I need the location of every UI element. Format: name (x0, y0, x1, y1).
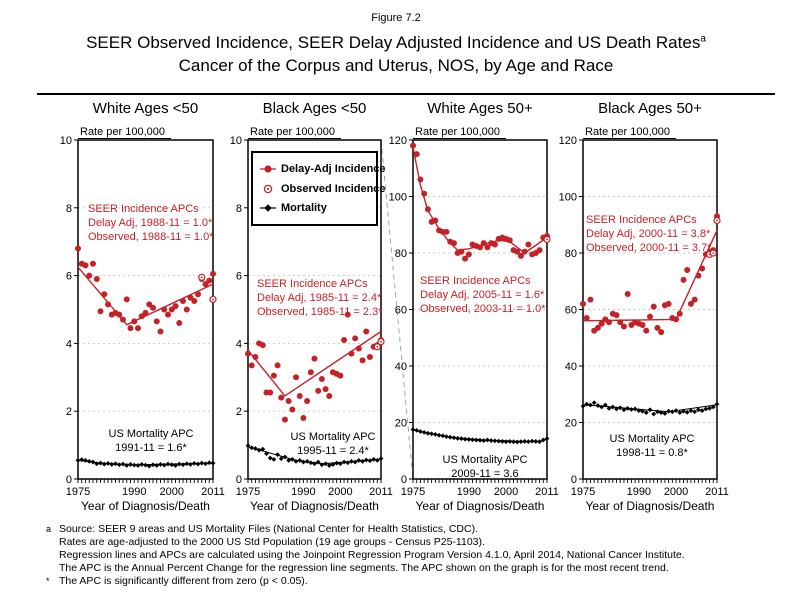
footnote-joinpoint: Regression lines and APCs are calculated using the Joinpoint Regression Program Version 4.1.0, April 2014, National Cancer Institute. (59, 549, 685, 561)
y-tick-label: 100 (558, 191, 577, 204)
y-tick-label: 40 (564, 361, 577, 373)
footnote-apc-definition: The APC is the Annual Percent Change for the regression line segments. The APC shown on the graph is for the most recent trend. (59, 562, 669, 574)
y-tick-label: 6 (65, 270, 72, 283)
incidence-apc-annotation-line: SEER Incidence APCs (586, 214, 697, 226)
y-tick-label: 80 (394, 248, 407, 260)
mortality-points (76, 457, 216, 468)
legend-item-observed-incidence (260, 182, 386, 195)
chart-panel-3-white-ages-50- (389, 100, 559, 513)
x-axis-title: Year of Diagnosis/Death (415, 499, 545, 513)
delay-adj-incidence-points (245, 312, 384, 423)
x-tick-label: 1975 (400, 486, 426, 498)
y-tick-label: 10 (59, 135, 72, 147)
incidence-apc-annotation-line: Delay Adj, 2000-11 = 3.8* (586, 228, 711, 240)
y-tick-label: 100 (388, 191, 407, 204)
charts-canvas (0, 95, 792, 523)
y-tick-label: 4 (235, 338, 242, 351)
incidence-apc-annotation-line: SEER Incidence APCs (420, 275, 531, 287)
y-tick-label: 120 (558, 135, 577, 147)
y-tick-label: 20 (564, 417, 577, 430)
incidence-apc-annotation-line: Observed, 2003-11 = 1.0* (420, 303, 546, 315)
y-tick-label: 0 (570, 474, 577, 486)
panel-title: White Ages <50 (92, 100, 199, 117)
observed-incidence-marker-icon (260, 183, 277, 195)
x-tick-label: 2011 (535, 486, 559, 498)
x-tick-label: 1975 (235, 486, 261, 498)
mortality-apc-annotation-line: US Mortality APC (609, 433, 695, 445)
y-axis-unit-label: Rate per 100,000 (250, 126, 336, 138)
legend-item-delay-adj-incidence (260, 162, 386, 175)
delay-adj-incidence-marker-icon (260, 163, 277, 175)
panel-title: Black Ages 50+ (598, 100, 702, 117)
y-tick-label: 10 (229, 135, 242, 147)
x-tick-label: 2000 (493, 486, 519, 498)
y-tick-label: 0 (400, 474, 407, 486)
y-axis-unit-label: Rate per 100,000 (415, 126, 501, 138)
incidence-apc-annotation-line: Observed, 1985-11 = 2.3* (257, 306, 383, 318)
mortality-marker-icon (260, 202, 277, 214)
figure-label: Figure 7.2 (371, 12, 421, 24)
observed-incidence-points (544, 236, 550, 242)
legend-label: Observed Incidence (281, 182, 386, 195)
chart-panel-1-white-ages-50 (60, 100, 225, 513)
x-axis-title: Year of Diagnosis/Death (81, 499, 210, 513)
mortality-apc-annotation-line: 1991-11 = 1.6* (115, 442, 187, 454)
title-superscript-a: a (700, 33, 706, 45)
x-axis-title: Year of Diagnosis/Death (585, 499, 715, 513)
x-tick-label: 2011 (705, 486, 729, 498)
y-tick-label: 120 (388, 135, 407, 147)
y-tick-label: 20 (394, 417, 407, 430)
mortality-points (581, 400, 720, 416)
y-tick-label: 6 (235, 270, 242, 283)
y-tick-label: 8 (235, 202, 242, 215)
delay-adj-incidence-points (75, 245, 216, 334)
y-axis-unit-label: Rate per 100,000 (585, 126, 671, 138)
x-tick-label: 1990 (291, 486, 316, 498)
x-tick-label: 2000 (159, 486, 184, 498)
y-axis-unit-label: Rate per 100,000 (80, 126, 166, 138)
footnote-significance: * The APC is significantly different from zero (p < 0.05). (46, 575, 308, 587)
chart-legend (251, 151, 386, 226)
x-tick-label: 1990 (122, 486, 147, 498)
panel-title: Black Ages <50 (262, 100, 367, 117)
incidence-trend-line (413, 147, 547, 253)
x-tick-label: 1990 (626, 486, 652, 498)
incidence-apc-annotation-line: Delay Adj, 1988-11 = 1.0* (88, 217, 213, 229)
x-tick-label: 2011 (369, 486, 393, 498)
observed-incidence-points (374, 339, 384, 350)
legend-item-mortality (260, 202, 372, 214)
mortality-apc-annotation-line: US Mortality APC (108, 428, 194, 440)
y-tick-label: 8 (65, 202, 72, 215)
chart-panel-4-black-ages-50- (559, 100, 729, 513)
x-tick-label: 1975 (65, 486, 91, 498)
incidence-apc-annotation-line: Observed, 2000-11 = 3.7* (586, 242, 712, 254)
x-tick-label: 1975 (570, 486, 596, 498)
mortality-points (411, 427, 550, 444)
figure-title-line2: Cancer of the Corpus and Uterus, NOS, by Age and Race (178, 56, 614, 75)
y-tick-label: 0 (235, 474, 242, 486)
footnote-source: a Source: SEER 9 areas and US Mortality Files (National Center for Health Statistics, CDC). (46, 523, 478, 535)
x-axis-title: Year of Diagnosis/Death (250, 499, 379, 513)
y-tick-label: 60 (564, 304, 577, 317)
legend-label: Delay-Adj Incidence (281, 162, 386, 175)
incidence-apc-annotation-line: SEER Incidence APCs (257, 278, 368, 290)
legend-label: Mortality (281, 202, 327, 215)
mortality-apc-annotation-line: 1995-11 = 2.4* (297, 445, 369, 457)
incidence-apc-annotation-line: Delay Adj, 2005-11 = 1.6* (420, 289, 545, 301)
y-tick-label: 80 (564, 248, 577, 260)
incidence-apc-annotation-line: Delay Adj, 1985-11 = 2.4* (257, 292, 382, 304)
x-tick-label: 2011 (201, 486, 225, 498)
mortality-apc-annotation-line: 1998-11 = 0.8* (616, 447, 688, 459)
y-tick-label: 2 (235, 406, 242, 419)
incidence-apc-annotation-line: Observed, 1988-11 = 1.0* (88, 231, 214, 243)
mortality-apc-annotation-line: US Mortality APC (290, 431, 376, 443)
panel-title: White Ages 50+ (427, 100, 533, 117)
x-tick-label: 2000 (328, 486, 353, 498)
figure-title-line1 (0, 33, 792, 53)
title-text: SEER Observed Incidence, SEER Delay Adjusted Incidence and US Death Rates (86, 33, 701, 52)
incidence-apc-annotation-line: SEER Incidence APCs (88, 203, 199, 215)
y-tick-label: 4 (65, 338, 72, 351)
x-tick-label: 1990 (456, 486, 482, 498)
mortality-apc-annotation-line: 2009-11 = 3.6 (451, 468, 519, 480)
footnotes (46, 523, 685, 588)
y-tick-label: 60 (394, 304, 407, 317)
y-tick-label: 2 (65, 406, 72, 419)
x-tick-label: 2000 (663, 486, 689, 498)
delay-adj-incidence-points (410, 143, 550, 262)
y-tick-label: 0 (65, 474, 72, 486)
y-tick-label: 40 (394, 361, 407, 373)
incidence-trend-line (248, 332, 381, 396)
footnote-age-adjusted: Rates are age-adjusted to the 2000 US Std Population (19 age groups - Census P25-1103). (59, 536, 485, 548)
mortality-apc-annotation-line: US Mortality APC (442, 454, 528, 466)
